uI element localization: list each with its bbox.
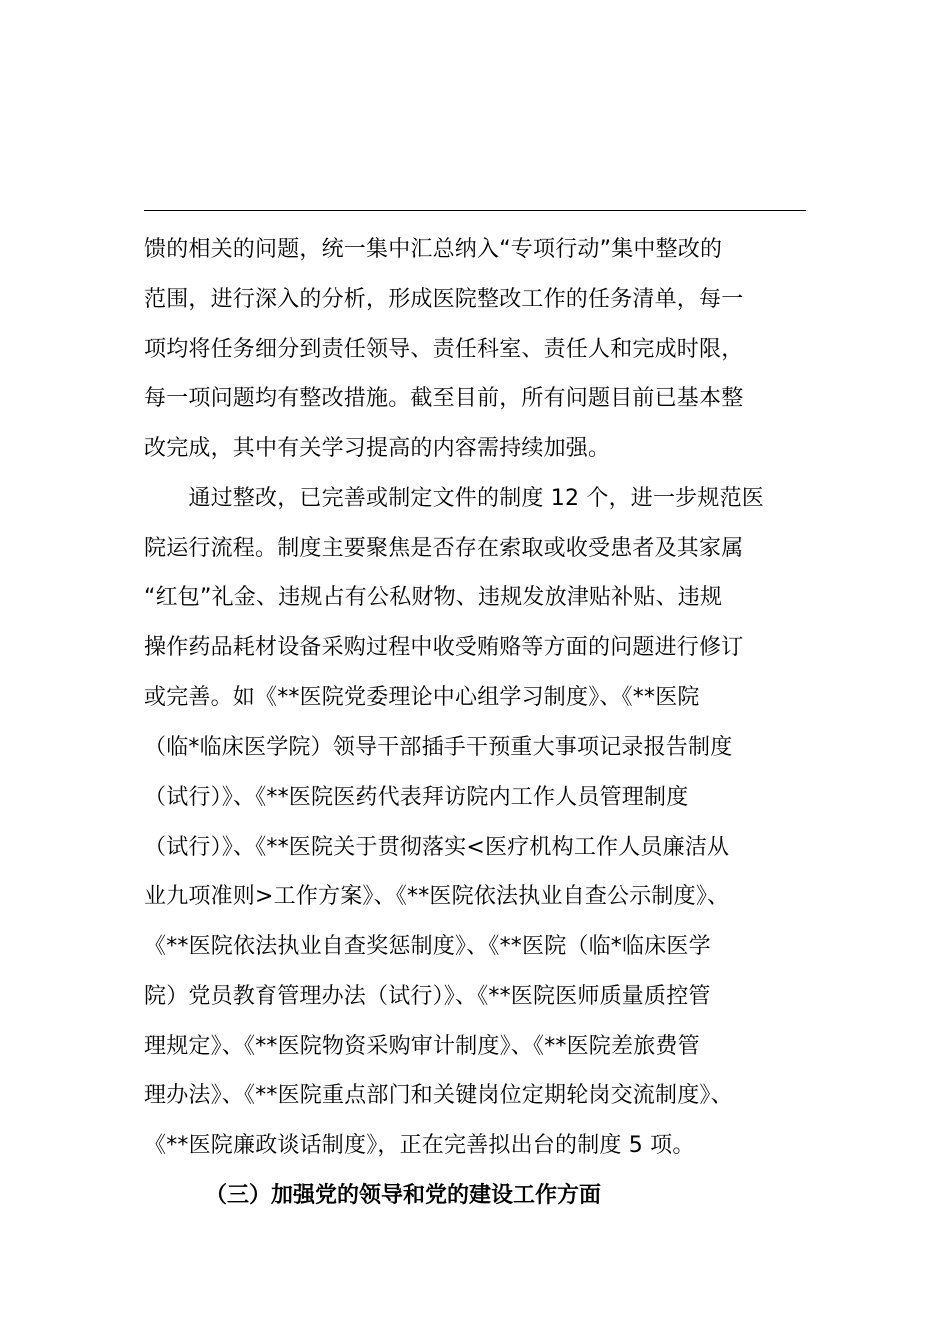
paragraph-2-line-3: “红包”礼金、违规占有公私财物、违规发放津贴补贴、违规 xyxy=(144,585,723,610)
section-heading: （三）加强党的领导和党的建设工作方面 xyxy=(205,1183,602,1208)
paragraph-2-line-14: 《**医院廉政谈话制度》，正在完善拟出台的制度 5 项。 xyxy=(144,1133,695,1158)
paragraph-2-line-4: 操作药品耗材设备采购过程中收受贿赂等方面的问题进行修订 xyxy=(144,635,744,660)
paragraph-1-line-3: 项均将任务细分到责任领导、责任科室、责任人和完成时限， xyxy=(144,337,744,362)
paragraph-1-line-4: 每一项问题均有整改措施。截至目前，所有问题目前已基本整 xyxy=(144,386,744,411)
paragraph-2-line-8: （试行）》、《**医院关于贯彻落实<医疗机构工作人员廉洁从 xyxy=(144,835,730,860)
paragraph-2-line-12: 理规定》、《**医院物资采购审计制度》、《**医院差旅费管 xyxy=(144,1034,700,1059)
paragraph-2-line-2: 院运行流程。制度主要聚焦是否存在索取或收受患者及其家属 xyxy=(144,536,744,561)
paragraph-1-line-2: 范围，进行深入的分析，形成医院整改工作的任务清单，每一 xyxy=(144,287,744,312)
paragraph-1-line-1: 馈的相关的问题，统一集中汇总纳入“专项行动”集中整改的 xyxy=(144,237,723,262)
paragraph-2-line-9: 业九项准则>工作方案》、《**医院依法执业自查公示制度》、 xyxy=(144,884,730,909)
paragraph-2-line-10: 《**医院依法执业自查奖惩制度》、《**医院（临*临床医学 xyxy=(144,934,711,959)
paragraph-2-line-7: （试行）》、《**医院医药代表拜访院内工作人员管理制度 xyxy=(144,785,689,810)
paragraph-2-line-11: 院）党员教育管理办法（试行）》、《**医院医师质量质控管 xyxy=(144,984,711,1009)
paragraph-1-line-5: 改完成，其中有关学习提高的内容需持续加强。 xyxy=(144,436,611,461)
header-rule xyxy=(144,210,806,211)
paragraph-2-line-1: 通过整改，已完善或制定文件的制度 12 个，进一步规范医 xyxy=(144,486,764,511)
paragraph-2-line-5: 或完善。如《**医院党委理论中心组学习制度》、《**医院 xyxy=(144,685,700,710)
paragraph-2-line-6: （临*临床医学院）领导干部插手干预重大事项记录报告制度 xyxy=(144,735,733,760)
paragraph-2-line-13: 理办法》、《**医院重点部门和关键岗位定期轮岗交流制度》、 xyxy=(144,1083,733,1108)
